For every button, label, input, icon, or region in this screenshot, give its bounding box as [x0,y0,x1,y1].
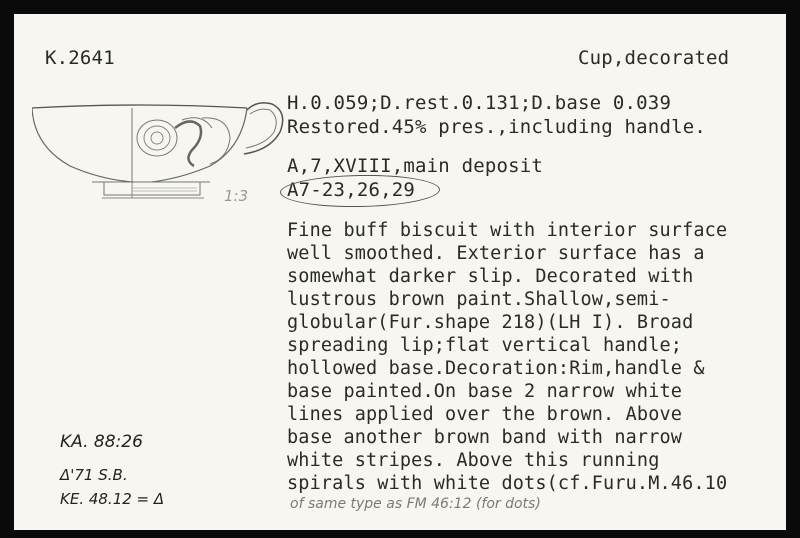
ka-note: KA. 88:26 [60,432,143,452]
description-line: spreading lip;flat vertical handle; [287,335,683,356]
description-line: globular(Fur.shape 218)(LH I). Broad [287,312,694,333]
description-line: somewhat darker slip. Decorated with [287,266,694,287]
description-line: lines applied over the brown. Above [287,404,683,425]
description-line: spirals with white dots(cf.Furu.M.46.10 [287,473,728,494]
description-line: base another brown band with narrow [287,427,683,448]
description-line: hollowed base.Decoration:Rim,handle & [287,358,705,379]
cup-drawing [32,98,292,210]
catalog-number: K.2641 [45,47,115,69]
description-line: lustrous brown paint.Shallow,semi- [287,289,671,310]
ke-note: KE. 48.12 = Δ [60,490,165,508]
description-line: base painted.On base 2 narrow white [287,381,683,402]
scale-note: 1:3 [224,187,249,205]
object-type: Cup,decorated [578,47,730,69]
delta-note: Δ'71 S.B. [60,466,128,484]
deposit-refs: A7-23,26,29 [287,179,416,201]
description-line: Fine buff biscuit with interior surface [287,220,728,241]
description-line: white stripes. Above this running [287,450,660,471]
dimensions: H.0.059;D.rest.0.131;D.base 0.039 [287,92,672,114]
context: A,7,XVIII,main deposit [287,155,544,177]
restoration: Restored.45% pres.,including handle. [287,116,707,138]
handwritten-note: of same type as FM 46:12 (for dots) [290,496,541,512]
description-line: well smoothed. Exterior surface has a [287,243,705,264]
